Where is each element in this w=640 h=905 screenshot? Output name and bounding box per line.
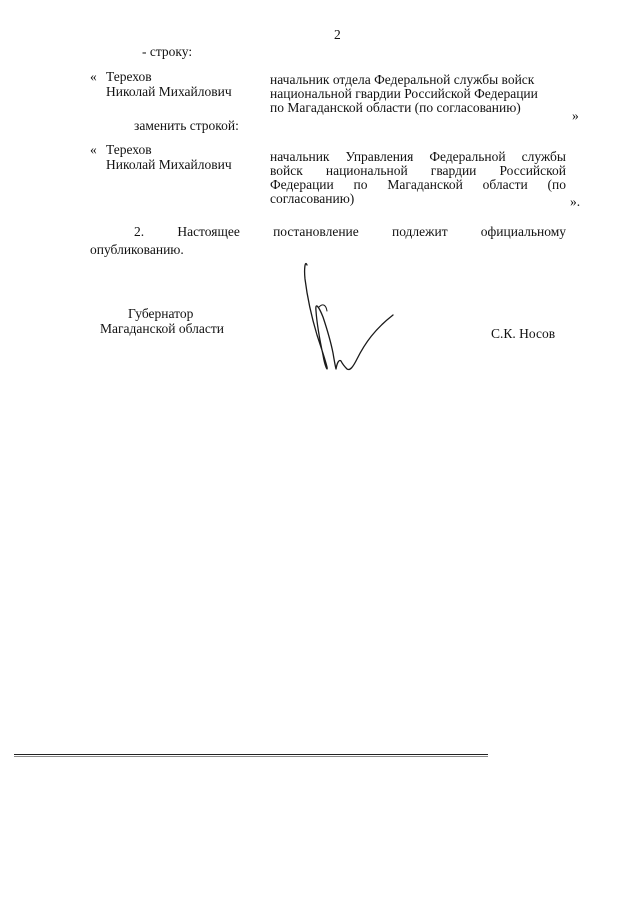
new-entry-position-line: войск национальной гвардии Российской — [270, 163, 566, 178]
governor-name: С.К. Носов — [491, 326, 556, 341]
new-entry-position-line: согласованию) — [270, 191, 355, 206]
footer-divider — [14, 754, 488, 755]
old-entry-name: Николай Михайлович — [106, 84, 232, 99]
signature-stroke — [305, 264, 393, 370]
replace-label: заменить строкой: — [134, 118, 239, 133]
old-entry-open-quote: « — [90, 69, 97, 84]
old-entry-surname: Терехов — [106, 69, 152, 84]
intro-label: - строку: — [142, 44, 193, 59]
new-entry-name: Николай Михайлович — [106, 157, 232, 172]
new-entry-position-line: Федерации по Магаданской области (по — [270, 177, 566, 192]
new-entry-position-line: начальник Управления Федеральной службы — [270, 149, 566, 164]
page-number: 2 — [334, 27, 341, 42]
new-entry-position — [270, 150, 566, 206]
governor-title-line-2: Магаданской области — [100, 321, 224, 336]
old-entry-position-line: национальной гвардии Российской Федерации — [270, 86, 538, 101]
old-entry-position-line: по Магаданской области (по согласованию) — [270, 100, 521, 115]
paragraph-2 — [134, 225, 566, 239]
old-entry-close-quote: » — [572, 108, 579, 123]
handwritten-signature — [295, 255, 405, 380]
new-entry-close-quote: ». — [570, 194, 581, 209]
new-entry-surname: Терехов — [106, 142, 152, 157]
new-entry-open-quote: « — [90, 142, 97, 157]
old-entry-position-line: начальник отдела Федеральной службы войск — [270, 72, 535, 87]
paragraph-2-line-2: опубликованию. — [90, 242, 184, 257]
footer-divider-shadow — [14, 756, 488, 757]
old-entry-position — [270, 73, 570, 115]
governor-title-line-1: Губернатор — [128, 306, 194, 321]
paragraph-2-line-1: 2. Настоящее постановление подлежит официальному — [134, 224, 566, 239]
